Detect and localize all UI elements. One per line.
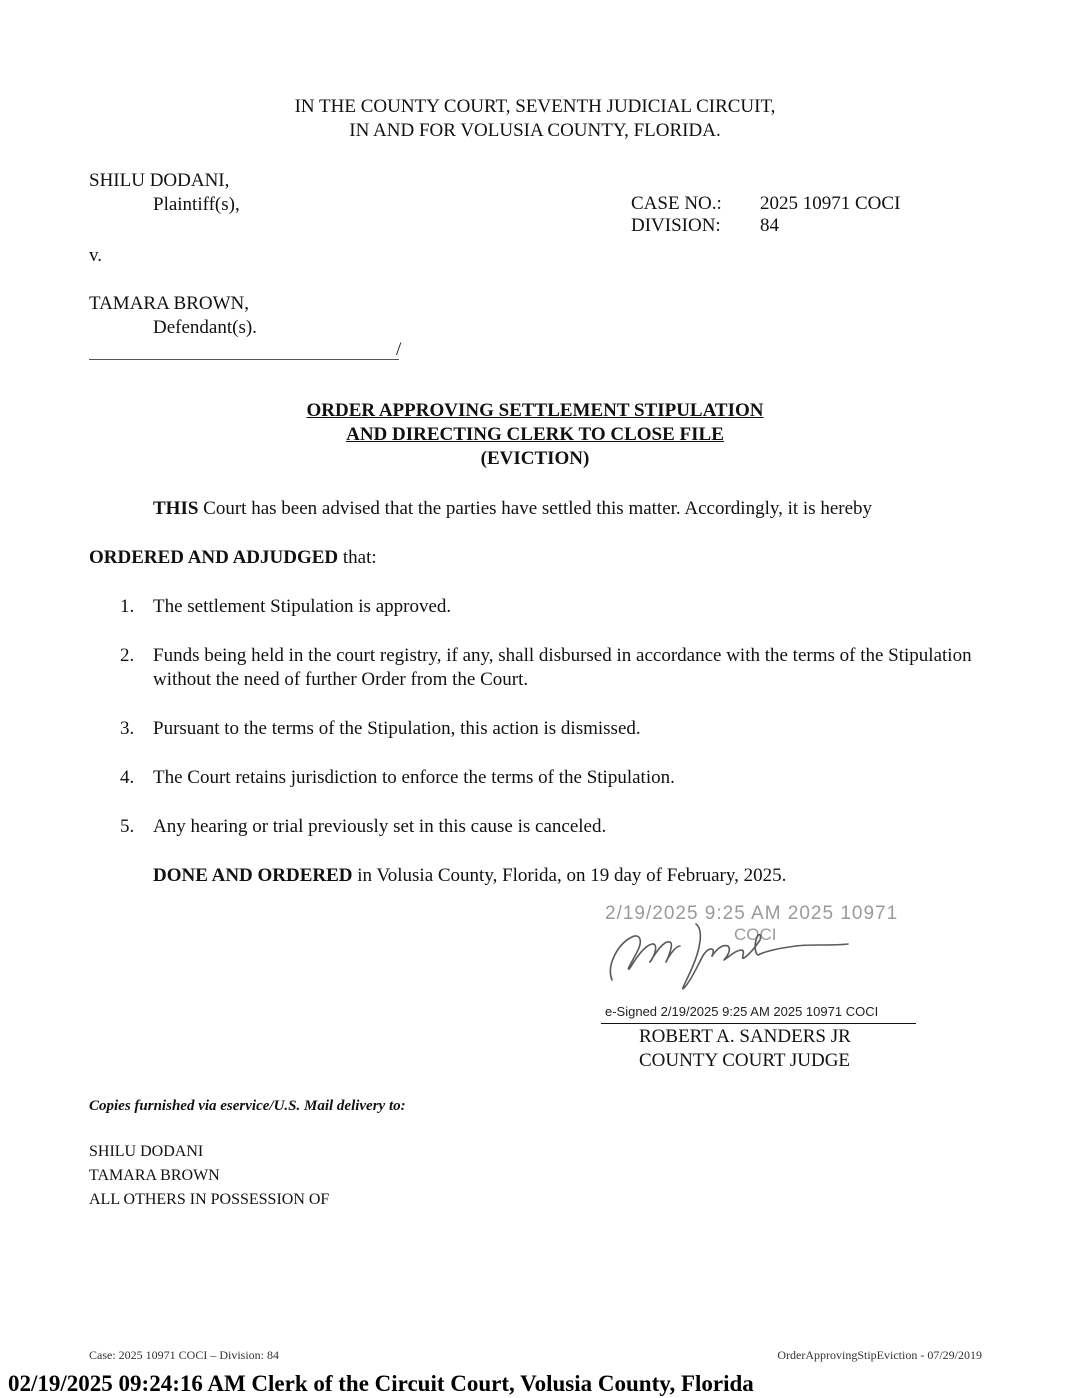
signature-rule (601, 1023, 916, 1024)
done-and-ordered (153, 864, 786, 888)
court-header (0, 95, 1070, 143)
order-title (0, 399, 1070, 471)
division-value: 84 (760, 215, 779, 236)
title-line-1: ORDER APPROVING SETTLEMENT STIPULATION (306, 400, 764, 421)
judge-title: COUNTY COURT JUDGE (639, 1050, 851, 1071)
footer-form-id: OrderApprovingStipEviction - 07/29/2019 (777, 1348, 982, 1362)
title-line-2: AND DIRECTING CLERK TO CLOSE FILE (346, 424, 724, 445)
intro-text: Court has been advised that the parties have settled this matter. Accordingly, it is hereby (198, 498, 873, 519)
intro-paragraph (153, 497, 872, 521)
division-label: DIVISION: (631, 215, 721, 236)
item-text: Any hearing or trial previously set in this cause is canceled. (153, 816, 607, 837)
ordered-bold: ORDERED AND ADJUDGED (89, 547, 339, 568)
done-text: in Volusia County, Florida, on 19 day of February, 2025. (352, 865, 787, 886)
esigned-line: e-Signed 2/19/2025 9:25 AM 2025 10971 COCI (605, 1004, 879, 1019)
item-number: 1. (120, 596, 135, 617)
item-number: 2. (120, 645, 135, 666)
defendant-role: Defendant(s). (153, 317, 257, 338)
title-line-3: (EVICTION) (480, 448, 590, 469)
case-no-label: CASE NO.: (631, 193, 722, 214)
recipient: TAMARA BROWN (89, 1167, 220, 1184)
item-number: 4. (120, 767, 135, 788)
versus: v. (89, 245, 103, 266)
intro-bold: THIS (153, 498, 199, 519)
copies-recipient-list (89, 1140, 329, 1212)
list-item-5 (0, 815, 1070, 839)
court-line-1: IN THE COUNTY COURT, SEVENTH JUDICIAL CIRCUIT, (294, 96, 776, 117)
signature-timestamp-line-2: COCI (734, 925, 777, 944)
plaintiff-name: SHILU DODANI, (89, 170, 230, 191)
judge-name: ROBERT A. SANDERS JR (639, 1026, 851, 1047)
item-text: The Court retains jurisdiction to enforce the terms of the Stipulation. (153, 767, 675, 788)
clerk-filing-stamp: 02/19/2025 09:24:16 AM Clerk of the Circuit Court, Volusia County, Florida (8, 1371, 754, 1396)
recipient: SHILU DODANI (89, 1143, 204, 1160)
ordered-text: that: (338, 547, 377, 568)
caption-divider (89, 359, 399, 360)
list-item-3 (0, 717, 1070, 741)
case-no-value: 2025 10971 COCI (760, 193, 901, 214)
handwritten-signature-icon (600, 910, 870, 995)
item-text: Pursuant to the terms of the Stipulation, this action is dismissed. (153, 718, 641, 739)
signature-timestamp-line-1: 2/19/2025 9:25 AM 2025 10971 (605, 903, 899, 924)
list-item-1 (0, 595, 1070, 619)
court-line-2: IN AND FOR VOLUSIA COUNTY, FLORIDA. (349, 120, 721, 141)
footer-case-info: Case: 2025 10971 COCI – Division: 84 (89, 1348, 280, 1362)
item-text: The settlement Stipulation is approved. (153, 596, 452, 617)
done-bold: DONE AND ORDERED (153, 865, 353, 886)
item-number: 5. (120, 816, 135, 837)
defendant-name: TAMARA BROWN, (89, 293, 249, 314)
copies-heading: Copies furnished via eservice/U.S. Mail delivery to: (89, 1098, 406, 1114)
list-item-4 (0, 766, 1070, 790)
plaintiff-role: Plaintiff(s), (153, 194, 240, 215)
list-item-2 (0, 644, 1070, 692)
ordered-adjudged (89, 546, 377, 570)
recipient: ALL OTHERS IN POSSESSION OF (89, 1191, 330, 1208)
item-number: 3. (120, 718, 135, 739)
caption-slash: / (396, 339, 402, 360)
item-text: Funds being held in the court registry, if any, shall disbursed in accordance with the terms of the Stipulation without the need of further Order from the Court. (153, 645, 972, 690)
